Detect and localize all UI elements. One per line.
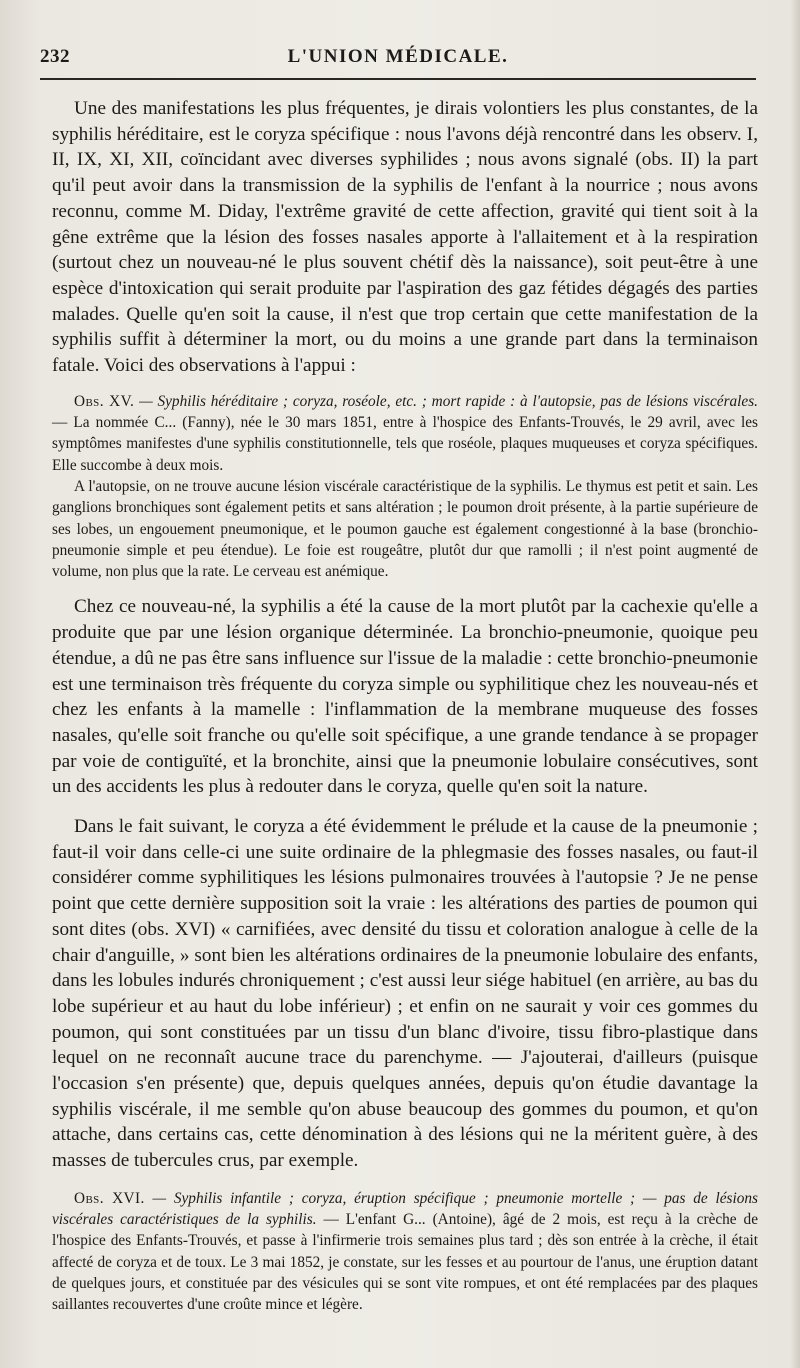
observation-label: Obs. XV. [74, 392, 135, 410]
observation-text: — La nommée C... (Fanny), née le 30 mars 1851, entre à l'hospice des Enfants-Trouvés, le 29 avril, avec les symptômes manifestes d'une syphilis constitutionnelle, tels que roséole, plaques muqueuses et coryza spécifiques. Elle succombe à deux mois. [52, 414, 758, 474]
observation-text: — L'enfant G... (Antoine), âgé de 2 mois, est reçu à la crèche de l'hospice des Enfants-Trouvés, et passe à l'infirmerie trois semaines plus tard ; dès son entrée à la crèche, il était affecté de coryza et de toux. Le 3 mai 1852, je constate, sur les fesses et au pourtour de l'anus, une éruption datant de quelques jours, et constituée par des vésicules qui se sont vite rompues, et ont été remplacées par des plaques saillantes recouvertes d'une croûte mince et légère. [52, 1211, 758, 1314]
page-number: 232 [40, 46, 70, 67]
observation-xvi [52, 1188, 758, 1316]
observation-xv-autopsy: A l'autopsie, on ne trouve aucune lésion viscérale caractéristique de la syphilis. Le thymus est petit et sain. Les ganglions bronchiques sont également petits et sans altération ; le poumon droit présente, à la partie supérieure de ses lobes, un engouement pneumonique, et le poumon gauche est également congestionné à la base (bronchio-pneumonie simple et peu étendue). Le foie est rougeâtre, plutôt dur que ramolli ; il n'est point augmenté de volume, non plus que la rate. Le cerveau est anémique. [52, 477, 758, 581]
observation-heading: — Syphilis héréditaire ; coryza, roséole, etc. ; mort rapide : à l'autopsie, pas de lésions viscérales. [134, 392, 759, 410]
paragraph-intro: Une des manifestations les plus fréquentes, je dirais volontiers les plus constantes, de la syphilis héréditaire, est le coryza spécifique : nous l'avons déjà rencontré dans les observ. I, II, IX, XI, XII, coïncidant avec diverses syphilides ; nous avons signalé (obs. II) la part qu'il peut avoir dans la transmission de la syphilis de l'enfant à la nourrice ; nous avons reconnu, comme M. Diday, l'extrême gravité de cette affection, gravité qui tient soit à la gêne extrême que la lésion des fosses nasales apporte à l'allaitement et à la respiration (surtout chez un nouveau-né le plus souvent chétif dès la naissance), soit peut-être à une espèce d'intoxication qui serait produite par l'aspiration des gaz fétides dégagés des parties malades. Quelle qu'en soit la cause, il n'est que trop certain que cette manifestation de la syphilis suffit à déterminer la mort, ou du moins a une grande part dans la terminaison fatale. Voici des observations à l'appui : [52, 98, 758, 377]
observation-label: Obs. XVI. [74, 1189, 145, 1207]
paragraph-following-case: Dans le fait suivant, le coryza a été évidemment le prélude et la cause de la pneumonie ; faut-il voir dans celle-ci une suite ordinaire de la phlegmasie des fosses nasales, ou faut-il considérer comme syphilitiques les lésions pulmonaires trouvées à l'autopsie ? Je ne pense point que cette dernière supposition soit la vraie : les altérations des parties de poumon qui sont dites (obs. XVI) « carnifiées, avec densité du tissu et coloration analogue à celle de la chair d'anguille, » sont bien les altérations ordinaires de la pneumonie lobulaire des enfants, dans les lobules indurés chroniquement ; c'est aussi leur siége habituel (en arrière, au bas du lobe supérieur et au haut du lobe inférieur) ; et enfin on ne saurait y voir ces gommes du poumon, qui sont constituées par un tissu d'un blanc d'ivoire, tissu fibro-plastique dans lequel on ne reconnaît aucune trace du parenchyme. — J'ajouterai, d'ailleurs (puisque l'occasion s'en présente) que, depuis quelques années, depuis qu'on étudie davantage la syphilis viscérale, il me semble qu'on abuse beaucoup des gommes du poumon, et qu'on attache, dans certains cas, cette dénomination à des lésions qui ne la méritent guère, à des masses de tubercules crus, par exemple. [52, 816, 758, 1172]
observation-xv [52, 391, 758, 476]
journal-title: L'UNION MÉDICALE. [287, 46, 509, 67]
page-body [52, 96, 758, 1316]
header-rule [40, 78, 756, 80]
observation-heading: — Syphilis infantile ; coryza, éruption spécifique ; pneumonie mortelle ; — pas de lésions viscérales caractéristiques de la syphilis. [52, 1189, 758, 1229]
paragraph-discussion: Chez ce nouveau-né, la syphilis a été la cause de la mort plutôt par la cachexie qu'elle a produite que par une lésion organique déterminée. La bronchio-pneumonie, quoique peu étendue, a dû ne pas être sans influence sur l'issue de la maladie : cette bronchio-pneumonie est une terminaison très fréquente du coryza simple ou syphilitique chez les nouveau-nés et chez les enfants à la mamelle : l'inflammation de la membrane muqueuse des fosses nasales, qu'elle soit franche ou qu'elle soit spécifique, a une grande tendance à se propager par voie de contiguïté, et la bronchite, ainsi que la pneumonie lobulaire consécutives, sont un des accidents les plus à redouter dans le coryza, quelle qu'en soit la nature. [52, 596, 758, 798]
running-header [40, 40, 756, 76]
